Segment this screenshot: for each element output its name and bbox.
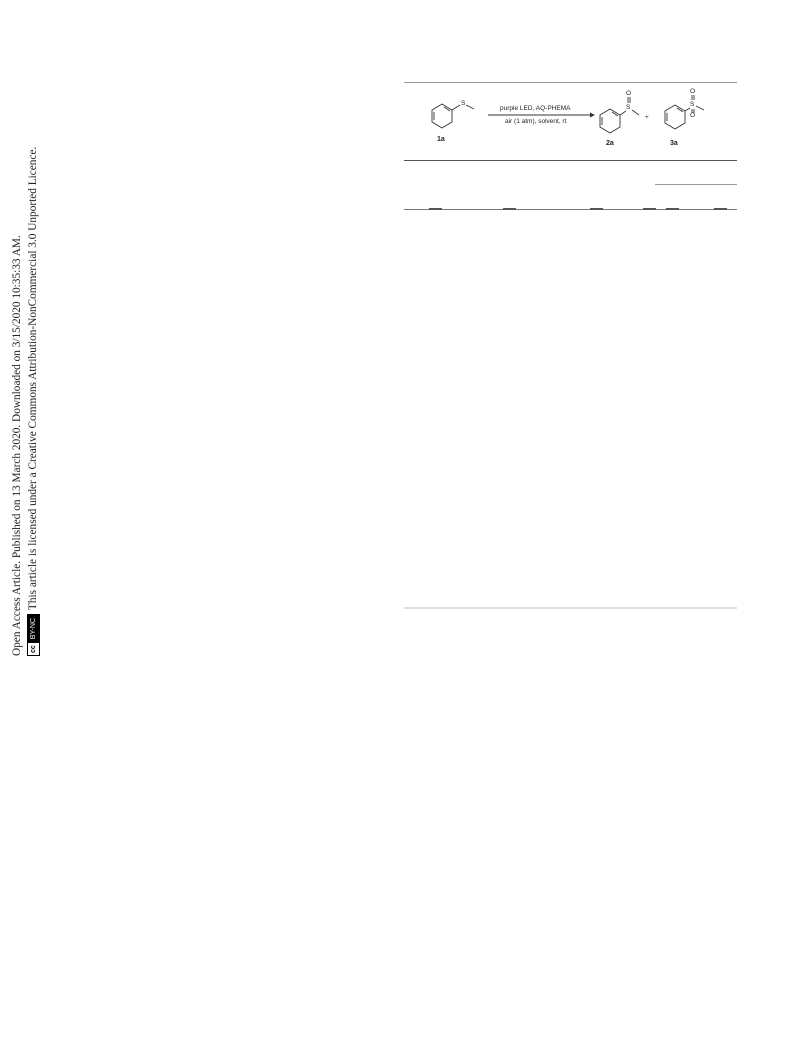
reagents-top: purple LED, AQ-PHEMA [500, 105, 571, 112]
column-tick [429, 208, 442, 210]
license-statement[interactable]: This article is licensed under a Creative Commons Attribution-NonCommercial 3.0 Unported Licence. [26, 146, 39, 611]
atom-s-3a: S [690, 101, 695, 108]
column-tick [503, 208, 516, 210]
reagents-bottom: air (1 atm), solvent, rt [505, 118, 567, 125]
sidebar-line-1 [9, 116, 25, 656]
cc-license-badge[interactable] [27, 614, 40, 656]
table-bottom-rule [404, 607, 737, 609]
article-sidebar [0, 0, 52, 1039]
column-tick [714, 208, 727, 210]
cc-logo-icon: cc [28, 642, 39, 655]
access-statement: Open Access Article. Published on 13 March 2020. Downloaded on 3/15/2020 10:35:33 AM. [10, 235, 23, 656]
reaction-scheme-graphic [404, 84, 737, 160]
plus-sign: + [645, 114, 649, 121]
atom-s-2a: S [626, 104, 631, 111]
scheme-bottom-rule [404, 160, 737, 161]
column-tick [590, 208, 603, 210]
header-group-rule [655, 184, 737, 185]
benzene-ring-3a [665, 105, 685, 129]
column-tick [666, 208, 679, 210]
atom-s-1a: S [461, 100, 466, 107]
benzene-ring-2a [600, 109, 620, 133]
sidebar-line-2 [25, 116, 41, 656]
atom-o-3a-top: O [690, 88, 696, 95]
compound-label-2a: 2a [606, 140, 614, 147]
license-type: BY-NC [28, 615, 39, 642]
sidebar-rotated-text [9, 116, 41, 656]
column-tick [643, 208, 656, 210]
compound-label-3a: 3a [670, 140, 678, 147]
atom-o-2a: O [626, 90, 632, 97]
compound-label-1a: 1a [437, 136, 445, 143]
table-top-rule [404, 82, 737, 83]
atom-o-3a-bottom: O [690, 112, 696, 119]
reaction-scheme [404, 84, 737, 160]
header-bottom-rule [404, 209, 737, 210]
benzene-ring-1a [432, 104, 452, 128]
